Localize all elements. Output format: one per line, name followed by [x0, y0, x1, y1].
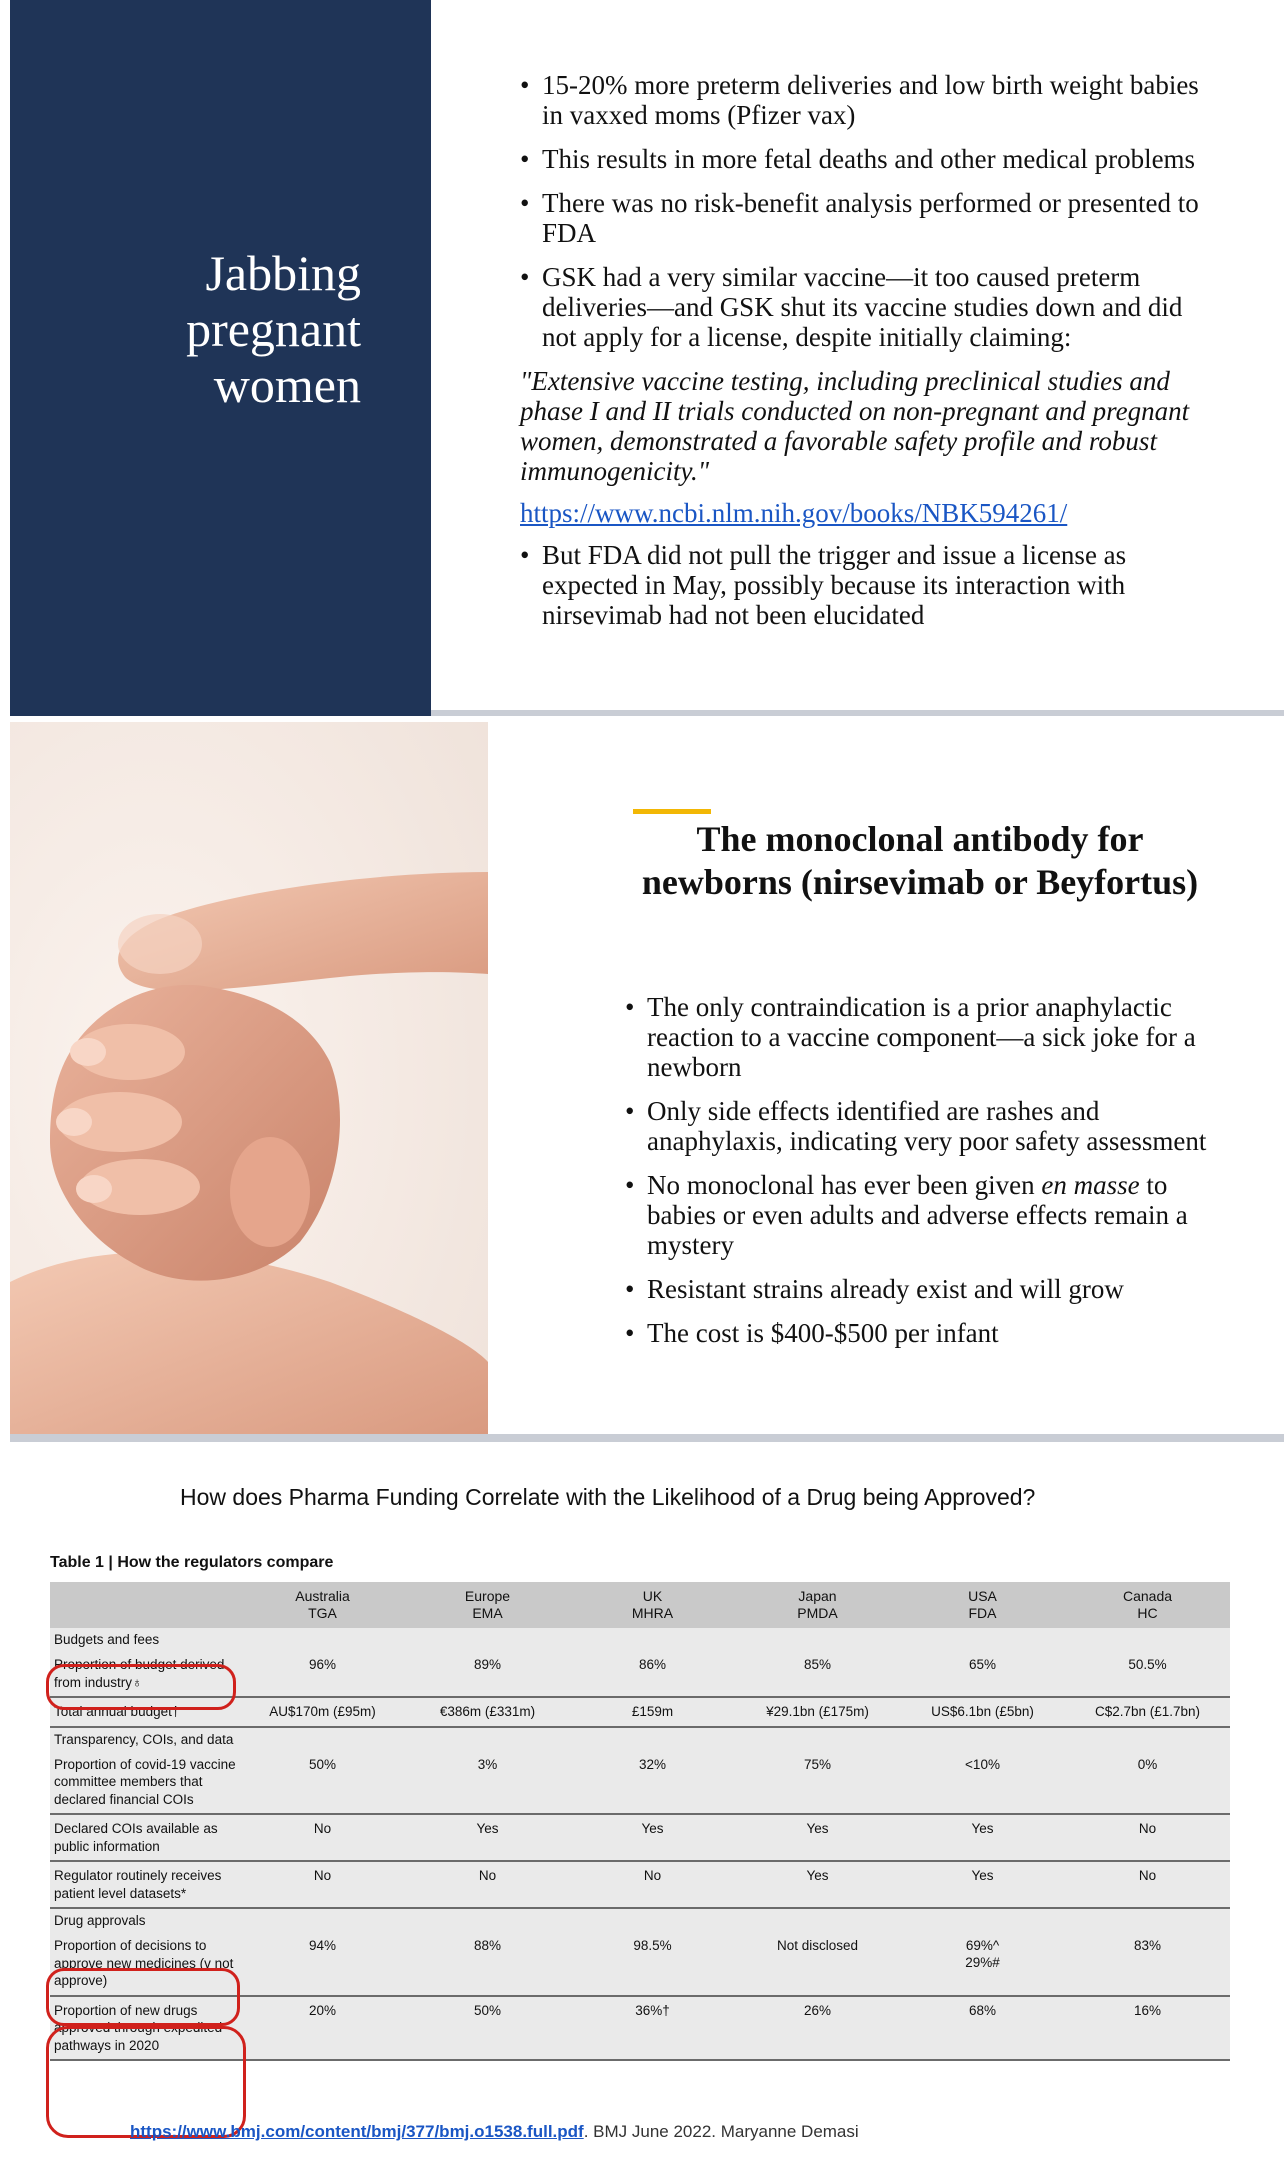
- regulators-table-block: [50, 1552, 1230, 2061]
- header-cell: [240, 1582, 405, 1628]
- table-cell: No: [240, 1814, 405, 1861]
- slide-jabbing-pregnant-women: [10, 0, 1284, 716]
- section-row: [50, 1908, 1230, 1932]
- table-cell: 50.5%: [1065, 1651, 1230, 1697]
- bullet-item: • Resistant strains already exist and will grow: [625, 1274, 1225, 1304]
- bullet-item: • Only side effects identified are rashes and anaphylaxis, indicating very poor safety assessment: [625, 1096, 1225, 1156]
- table-row: [50, 1751, 1230, 1815]
- table-cell: 32%: [570, 1751, 735, 1815]
- table-cell: 86%: [570, 1651, 735, 1697]
- bullet-emphasis: en: [1041, 1170, 1067, 1200]
- table-cell: 98.5%: [570, 1932, 735, 1996]
- table-row: [50, 1996, 1230, 2061]
- column-region: USA: [968, 1588, 997, 1604]
- bullet-emphasis: masse: [1073, 1170, 1140, 1200]
- row-label: Total annual budget†: [50, 1697, 240, 1727]
- bullet-item: • The only contraindication is a prior anaphylactic reaction to a vaccine component—a sick joke for a newborn: [625, 992, 1225, 1082]
- citation-text: . BMJ June 2022. Maryanne Demasi: [583, 2122, 859, 2141]
- column-region: UK: [642, 1588, 663, 1604]
- bullet-item: • But FDA did not pull the trigger and issue a license as expected in May, possibly because its interaction with nirsevimab had not been elucidated: [520, 540, 1220, 630]
- bullet-text: to babies or even adults and adverse effects remain a mystery: [647, 1170, 1188, 1260]
- section-row: [50, 1628, 1230, 1651]
- table-cell: 50%: [405, 1996, 570, 2061]
- header-cell: [405, 1582, 570, 1628]
- cell-line: 29%#: [965, 1955, 1000, 1970]
- row-label: Proportion of decisions to approve new medicines (v not approve): [50, 1932, 240, 1996]
- table-cell: AU$170m (£95m): [240, 1697, 405, 1727]
- row-label: Proportion of budget derived from industry♁: [50, 1651, 240, 1697]
- table-cell: C$2.7bn (£1.7bn): [1065, 1697, 1230, 1727]
- table-cell: 65%: [900, 1651, 1065, 1697]
- header-cell: [570, 1582, 735, 1628]
- bullet-item: • This results in more fetal deaths and other medical problems: [520, 144, 1220, 174]
- table-row: [50, 1861, 1230, 1908]
- table-cell: [900, 1932, 1065, 1996]
- table-cell: Yes: [900, 1861, 1065, 1908]
- table-row: [50, 1814, 1230, 1861]
- header-cell: [735, 1582, 900, 1628]
- bullet-item: • GSK had a very similar vaccine—it too caused preterm deliveries—and GSK shut its vaccine studies down and did not apply for a license, despite initially claiming:: [520, 262, 1220, 352]
- header-cell: [900, 1582, 1065, 1628]
- table-cell: 50%: [240, 1751, 405, 1815]
- title-line: Jabbing: [205, 245, 361, 301]
- table-cell: No: [405, 1861, 570, 1908]
- table-cell: £159m: [570, 1697, 735, 1727]
- table-cell: 94%: [240, 1932, 405, 1996]
- table-cell: No: [240, 1861, 405, 1908]
- title-panel: [10, 0, 431, 716]
- table-cell: 88%: [405, 1932, 570, 1996]
- table-header-row: [50, 1582, 1230, 1628]
- table-cell: Not disclosed: [735, 1932, 900, 1996]
- table-cell: 83%: [1065, 1932, 1230, 1996]
- baby-hand-photo: [10, 722, 488, 1434]
- table-cell: 96%: [240, 1651, 405, 1697]
- table-cell: 36%†: [570, 1996, 735, 2061]
- column-agency: PMDA: [797, 1605, 838, 1621]
- row-label: Proportion of covid-19 vaccine committee members that declared financial COIs: [50, 1751, 240, 1815]
- slide-monoclonal-antibody: [10, 722, 1284, 1442]
- regulators-table: [50, 1582, 1230, 2061]
- table-cell: 3%: [405, 1751, 570, 1815]
- bmj-link[interactable]: https://www.bmj.com/content/bmj/377/bmj.o1538.full.pdf: [130, 2122, 584, 2141]
- slide-heading: How does Pharma Funding Correlate with the Likelihood of a Drug being Approved?: [180, 1484, 1036, 1510]
- hands-illustration: [10, 722, 488, 1434]
- bullet-text: No monoclonal has ever been given: [647, 1170, 1042, 1200]
- gsk-quote: "Extensive vaccine testing, including preclinical studies and phase I and II trials conducted on non-pregnant and pregnant women, demonstrated a favorable safety profile and robust immunogenicity.": [520, 366, 1190, 486]
- table-cell: 16%: [1065, 1996, 1230, 2061]
- table-cell: Yes: [735, 1861, 900, 1908]
- table-cell: 75%: [735, 1751, 900, 1815]
- column-agency: EMA: [472, 1605, 503, 1621]
- table-cell: 89%: [405, 1651, 570, 1697]
- source-citation: [130, 2122, 859, 2142]
- column-agency: HC: [1137, 1605, 1158, 1621]
- table-cell: Yes: [735, 1814, 900, 1861]
- slide-title: [31, 245, 361, 413]
- title-line: pregnant: [186, 301, 361, 357]
- row-label: Regulator routinely receives patient level datasets*: [50, 1861, 240, 1908]
- column-region: Canada: [1122, 1588, 1173, 1604]
- column-agency: MHRA: [631, 1605, 674, 1621]
- table-cell: Yes: [405, 1814, 570, 1861]
- table-cell: ¥29.1bn (£175m): [735, 1697, 900, 1727]
- row-label: Proportion of new drugs approved through expedited pathways in 2020: [50, 1996, 240, 2061]
- table-cell: US$6.1bn (£5bn): [900, 1697, 1065, 1727]
- column-agency: FDA: [968, 1605, 997, 1621]
- row-label: Declared COIs available as public information: [50, 1814, 240, 1861]
- slide-title: The monoclonal antibody for newborns (nirsevimab or Beyfortus): [641, 819, 1199, 902]
- table-cell: 0%: [1065, 1751, 1230, 1815]
- table-cell: No: [1065, 1814, 1230, 1861]
- cell-line: 69%^: [965, 1938, 1000, 1953]
- column-region: Europe: [464, 1588, 511, 1604]
- table-row: [50, 1697, 1230, 1727]
- slide-regulators-table: [10, 1442, 1284, 2169]
- column-agency: TGA: [308, 1605, 337, 1621]
- header-cell: [50, 1582, 240, 1628]
- accent-bar: [633, 809, 711, 814]
- table-cell: 26%: [735, 1996, 900, 2061]
- table-row: [50, 1651, 1230, 1697]
- section-label: Drug approvals: [54, 1913, 146, 1928]
- bullet-item: • The cost is $400-$500 per infant: [625, 1318, 1225, 1348]
- table-cell: Yes: [570, 1814, 735, 1861]
- table-row: [50, 1932, 1230, 1996]
- bullet-item: [625, 1170, 1225, 1260]
- header-cell: [1065, 1582, 1230, 1628]
- bullet-item: • 15-20% more preterm deliveries and low birth weight babies in vaxxed moms (Pfizer vax): [520, 70, 1220, 130]
- table-cell: No: [1065, 1861, 1230, 1908]
- table-cell: <10%: [900, 1751, 1065, 1815]
- table-cell: 68%: [900, 1996, 1065, 2061]
- section-row: [50, 1727, 1230, 1751]
- table-caption: Table 1 | How the regulators compare: [50, 1554, 334, 1571]
- bullet-item: • There was no risk-benefit analysis performed or presented to FDA: [520, 188, 1220, 248]
- table-cell: 20%: [240, 1996, 405, 2061]
- column-region: Japan: [798, 1588, 837, 1604]
- slide-body: [520, 70, 1220, 644]
- title-line: women: [213, 357, 361, 413]
- table-cell: Yes: [900, 1814, 1065, 1861]
- section-label: Budgets and fees: [54, 1632, 160, 1647]
- column-region: Australia: [295, 1588, 350, 1604]
- table-cell: 85%: [735, 1651, 900, 1697]
- table-cell: €386m (£331m): [405, 1697, 570, 1727]
- ncbi-link[interactable]: https://www.ncbi.nlm.nih.gov/books/NBK594261/: [520, 498, 1068, 528]
- section-label: Transparency, COIs, and data: [54, 1731, 234, 1747]
- table-cell: No: [570, 1861, 735, 1908]
- slide-body: [625, 992, 1225, 1362]
